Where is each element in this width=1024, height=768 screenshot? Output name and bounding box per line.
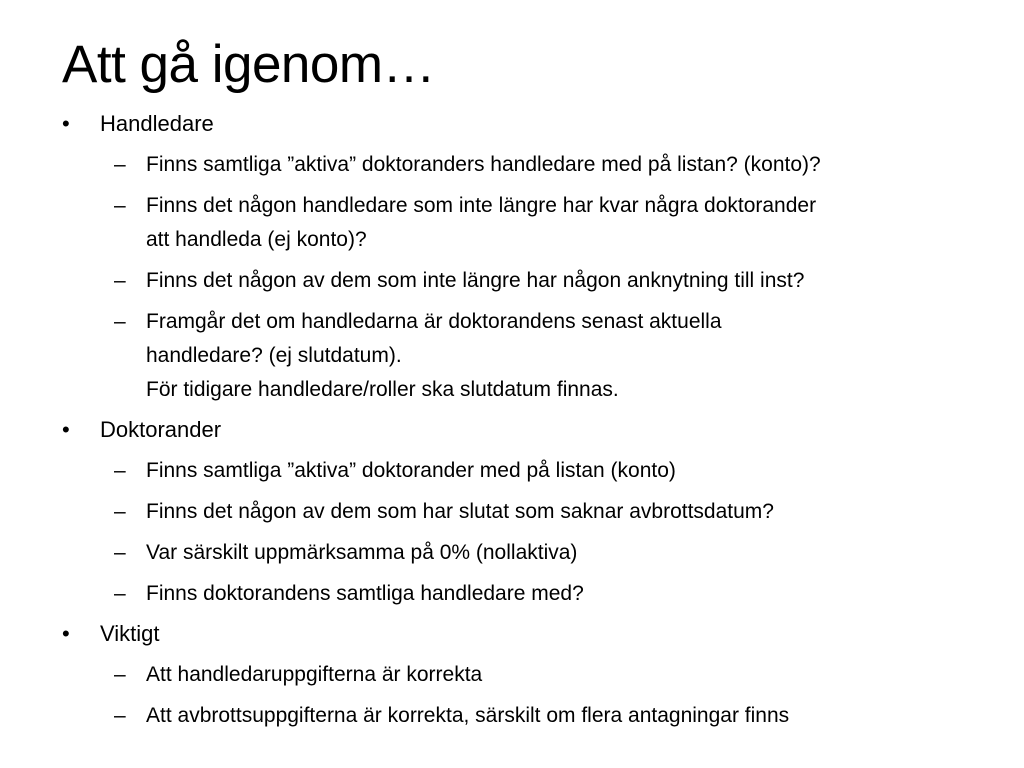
sub-bullet-text: Finns det någon handledare som inte längre har kvar några doktorander bbox=[146, 194, 817, 217]
sub-bullet-text: Finns doktorandens samtliga handledare med? bbox=[146, 582, 584, 605]
sub-bullet-text: Finns samtliga ”aktiva” doktorander med på listan (konto) bbox=[146, 459, 676, 482]
sub-bullet-item bbox=[0, 264, 1024, 298]
dash-icon: – bbox=[114, 704, 126, 727]
sub-bullet-text: Framgår det om handledarna är doktorandens senast aktuella bbox=[146, 310, 722, 333]
bullet-item-doktorander bbox=[0, 414, 1024, 446]
bullet-icon: • bbox=[62, 111, 70, 136]
dash-icon: – bbox=[114, 582, 126, 605]
dash-icon: – bbox=[114, 459, 126, 482]
sub-bullet-text: För tidigare handledare/roller ska slutdatum finnas. bbox=[146, 378, 619, 401]
bullet-item-viktigt bbox=[0, 618, 1024, 650]
sub-bullet-text: Att avbrottsuppgifterna är korrekta, särskilt om flera antagningar finns bbox=[146, 704, 790, 727]
sub-bullet-item bbox=[0, 577, 1024, 611]
dash-icon: – bbox=[114, 153, 126, 176]
sub-bullet-text: Finns samtliga ”aktiva” doktoranders handledare med på listan? (konto)? bbox=[146, 153, 821, 176]
dash-icon: – bbox=[114, 310, 126, 333]
slide-title: Att gå igenom… bbox=[62, 35, 436, 94]
sub-bullet-text: Finns det någon av dem som har slutat som saknar avbrottsdatum? bbox=[146, 500, 774, 523]
dash-icon: – bbox=[114, 500, 126, 523]
dash-icon: – bbox=[114, 663, 126, 686]
bullet-text: Handledare bbox=[100, 111, 214, 136]
sub-bullet-text: Att handledaruppgifterna är korrekta bbox=[146, 663, 483, 686]
bullet-icon: • bbox=[62, 417, 70, 442]
bullet-text: Viktigt bbox=[100, 621, 160, 646]
dash-icon: – bbox=[114, 541, 126, 564]
sub-bullet-item bbox=[0, 495, 1024, 529]
dash-icon: – bbox=[114, 194, 126, 217]
bullet-text: Doktorander bbox=[100, 417, 222, 442]
sub-bullet-text: handledare? (ej slutdatum). bbox=[146, 344, 402, 367]
bullet-item-handledare bbox=[0, 108, 1024, 140]
sub-bullet-item bbox=[0, 536, 1024, 570]
sub-bullet-item bbox=[0, 699, 1024, 733]
sub-bullet-text: Var särskilt uppmärksamma på 0% (nollaktiva) bbox=[146, 541, 578, 564]
dash-icon: – bbox=[114, 269, 126, 292]
sub-bullet-item bbox=[0, 189, 1024, 257]
sub-bullet-item bbox=[0, 454, 1024, 488]
sub-bullet-item bbox=[0, 305, 1024, 407]
sub-bullet-text: Finns det någon av dem som inte längre har någon anknytning till inst? bbox=[146, 269, 805, 292]
bullet-icon: • bbox=[62, 621, 70, 646]
slide-content bbox=[0, 108, 1024, 740]
sub-bullet-item bbox=[0, 658, 1024, 692]
sub-bullet-item bbox=[0, 148, 1024, 182]
sub-bullet-text: att handleda (ej konto)? bbox=[146, 228, 367, 251]
